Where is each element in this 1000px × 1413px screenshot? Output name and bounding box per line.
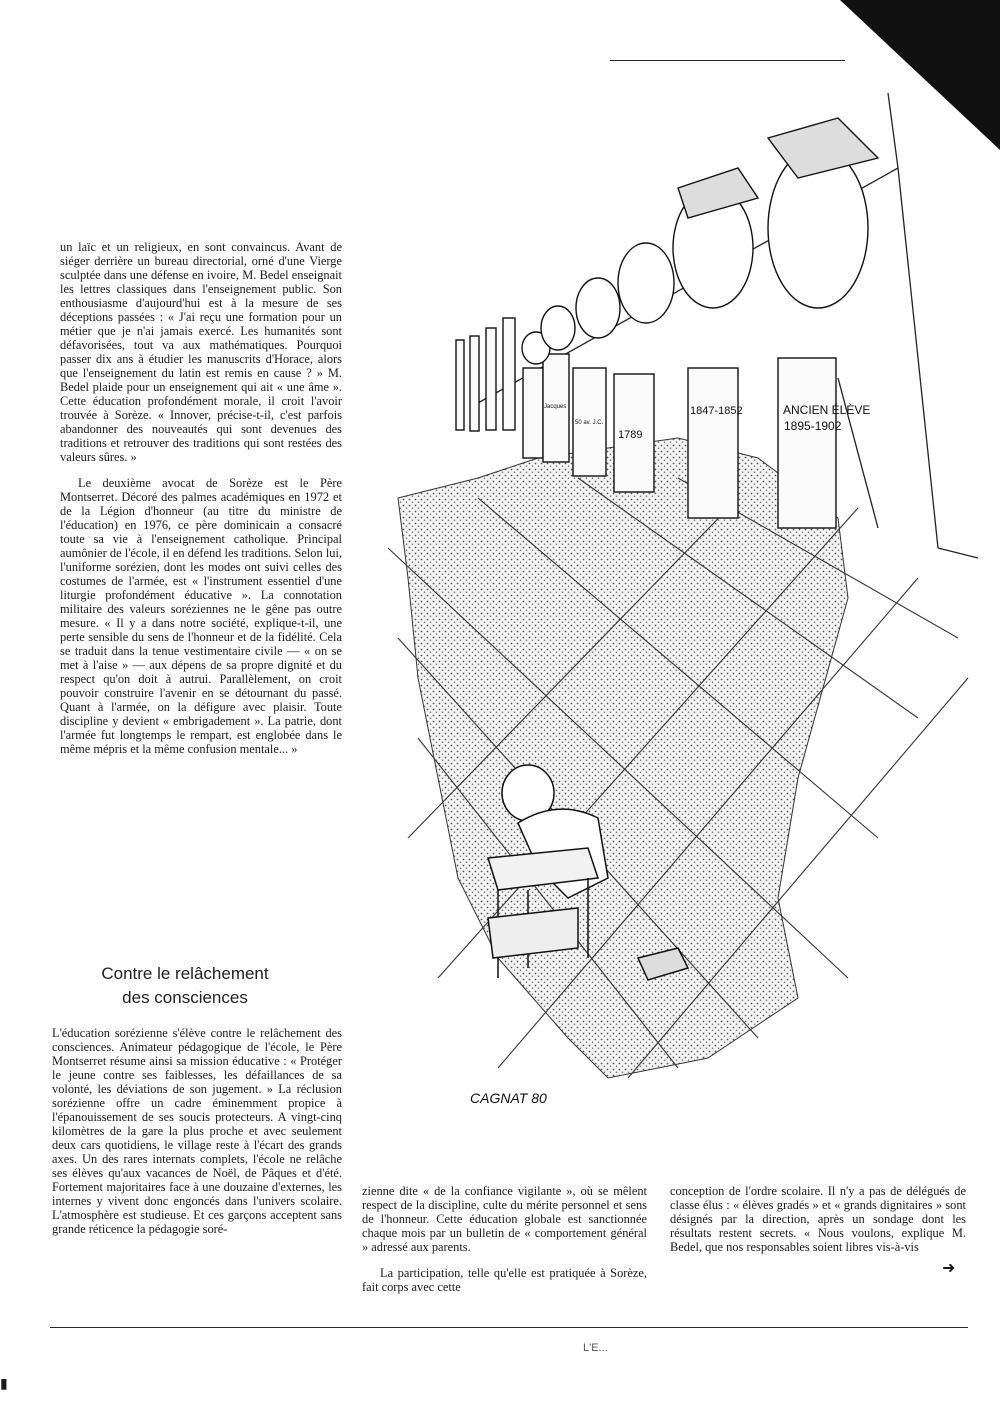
- column-3: [670, 1184, 966, 1254]
- pedestal-label: 1789: [618, 429, 643, 441]
- heading-line-2: des consciences: [122, 988, 248, 1007]
- paragraph: conception de l'ordre scolaire. Il n'y a pas de délégués de classe élus : « élèves gradés » et « grands dignitaires » sont désignés par la direction, après un sondage dont les résultats restent secrets. « Nous voulons, explique M. Bedel, que nos responsables soient libres vis-à-vis: [670, 1184, 966, 1254]
- column-1-lower: [52, 1026, 342, 1236]
- pedestal-label: ANCIEN ÉLÈVE: [783, 403, 871, 417]
- paragraph: zienne dite « de la confiance vigilante », où se mêlent respect de la discipline, culte du mérite personnel et sens de l'honneur. Cette éducation globale est sanctionnée chaque mois par un bulletin de « comportement général » adressé aux parents.: [362, 1184, 647, 1254]
- section-heading: [80, 962, 290, 1010]
- heading-line-1: Contre le relâchement: [101, 964, 269, 983]
- illustration-signature: CAGNAT 80: [470, 1090, 547, 1106]
- paragraph: un laïc et un religieux, en sont convaincus. Avant de siéger derrière un bureau directorial, orné d'une Vierge sculptée dans une défense en ivoire, M. Bedel enseignait les lettres classiques dans l'enseignement public. Son enthousiasme d'aujourd'hui est à la mesure de ses déceptions passées : « J'ai reçu une formation pour un métier que je n'ai jamais exercé. Les humanités sont défavorisées, tout va aux mathématiques. Pourquoi passer dix ans à étudier les manuscrits d'Horace, alors que l'enseignement du latin est remis en cause ? » M. Bedel plaide pour un enseignement qui ait « une âme ». Cette éducation profondément morale, il croit l'avoir trouvée à Sorèze. « Innover, précise-t-il, c'est parfois abandonner des nouveautés qui sont devenues des traditions et retrouver des traditions qui sont restées des valeurs sûres. »: [60, 240, 342, 464]
- pedestal-label: 1895-1902: [784, 419, 842, 433]
- bottom-rule: [50, 1327, 968, 1328]
- column-1-upper: [60, 240, 342, 756]
- pedestal-label: 1847-1852: [690, 405, 743, 417]
- footer-text: L'E...: [583, 1342, 608, 1354]
- continue-arrow-icon: ➜: [942, 1260, 956, 1277]
- busts: [522, 118, 878, 364]
- cartoon-illustration: [378, 78, 978, 1148]
- margin-mark: ▮: [0, 1377, 8, 1392]
- floor-shadow: [398, 438, 848, 1078]
- paragraph: L'éducation sorézienne s'élève contre le relâchement des consciences. Animateur pédagogique de l'école, le Père Montserret résume ainsi sa mission éducative : « Protéger le jeune contre ses faiblesses, les défaillances de sa volonté, les déviations de son jugement. » La réclusion sorézienne offre un cadre éminemment propice à l'épanouissement de ses soucis protecteurs. A vingt-cinq kilomètres de la gare la plus proche et avec seulement deux cars quotidiens, le village reste à l'écart des grands axes. Un des rares internats complets, l'école ne relâche ses élèves qu'aux vacances de Noël, de Pâques et d'été. Fortement majoritaires face à une douzaine d'externes, les internes y vivent donc engoncés dans l'univers scolaire. L'atmosphère est studieuse. Et ces garçons acceptent sans grande réticence la pédagogie soré-: [52, 1026, 342, 1236]
- column-2: [362, 1184, 647, 1294]
- top-rule: [610, 60, 845, 61]
- pedestal-label: Jacques: [544, 404, 567, 410]
- paragraph: La participation, telle qu'elle est pratiquée à Sorèze, fait corps avec cette: [362, 1266, 647, 1294]
- pedestal-label: 50 av. J.C.: [575, 420, 604, 426]
- paragraph: Le deuxième avocat de Sorèze est le Père Montserret. Décoré des palmes académiques en 1972 et de la Légion d'honneur (au titre du ministre de l'éducation) en 1976, ce père dominicain a consacré toute sa vie à l'enseignement catholique. Principal aumônier de l'école, il en défend les traditions. Selon lui, l'uniforme sorézien, dont les modes ont suivi celles des costumes de l'armée, est « l'instrument essentiel d'une liturgie profondément éducative ». La connotation militaire des valeurs soréziennes ne le gêne pas outre mesure. « Il y a dans notre société, explique-t-il, une perte sensible du sens de l'honneur et de la fidélité. Cela se traduit dans la tenue vestimentaire civile — « on se met à l'aise » — aux dépens de sa propre dignité et du respect qu'on doit à autrui. Parallèlement, on croit pouvoir construire l'avenir en se détournant du passé. Quant à l'armée, on la défigure avec plaisir. Toute discipline y devient « embrigadement ». La patrie, dont l'armée fut longtemps le rempart, est englobée dans le même mépris et la même confusion mentale... »: [60, 476, 342, 756]
